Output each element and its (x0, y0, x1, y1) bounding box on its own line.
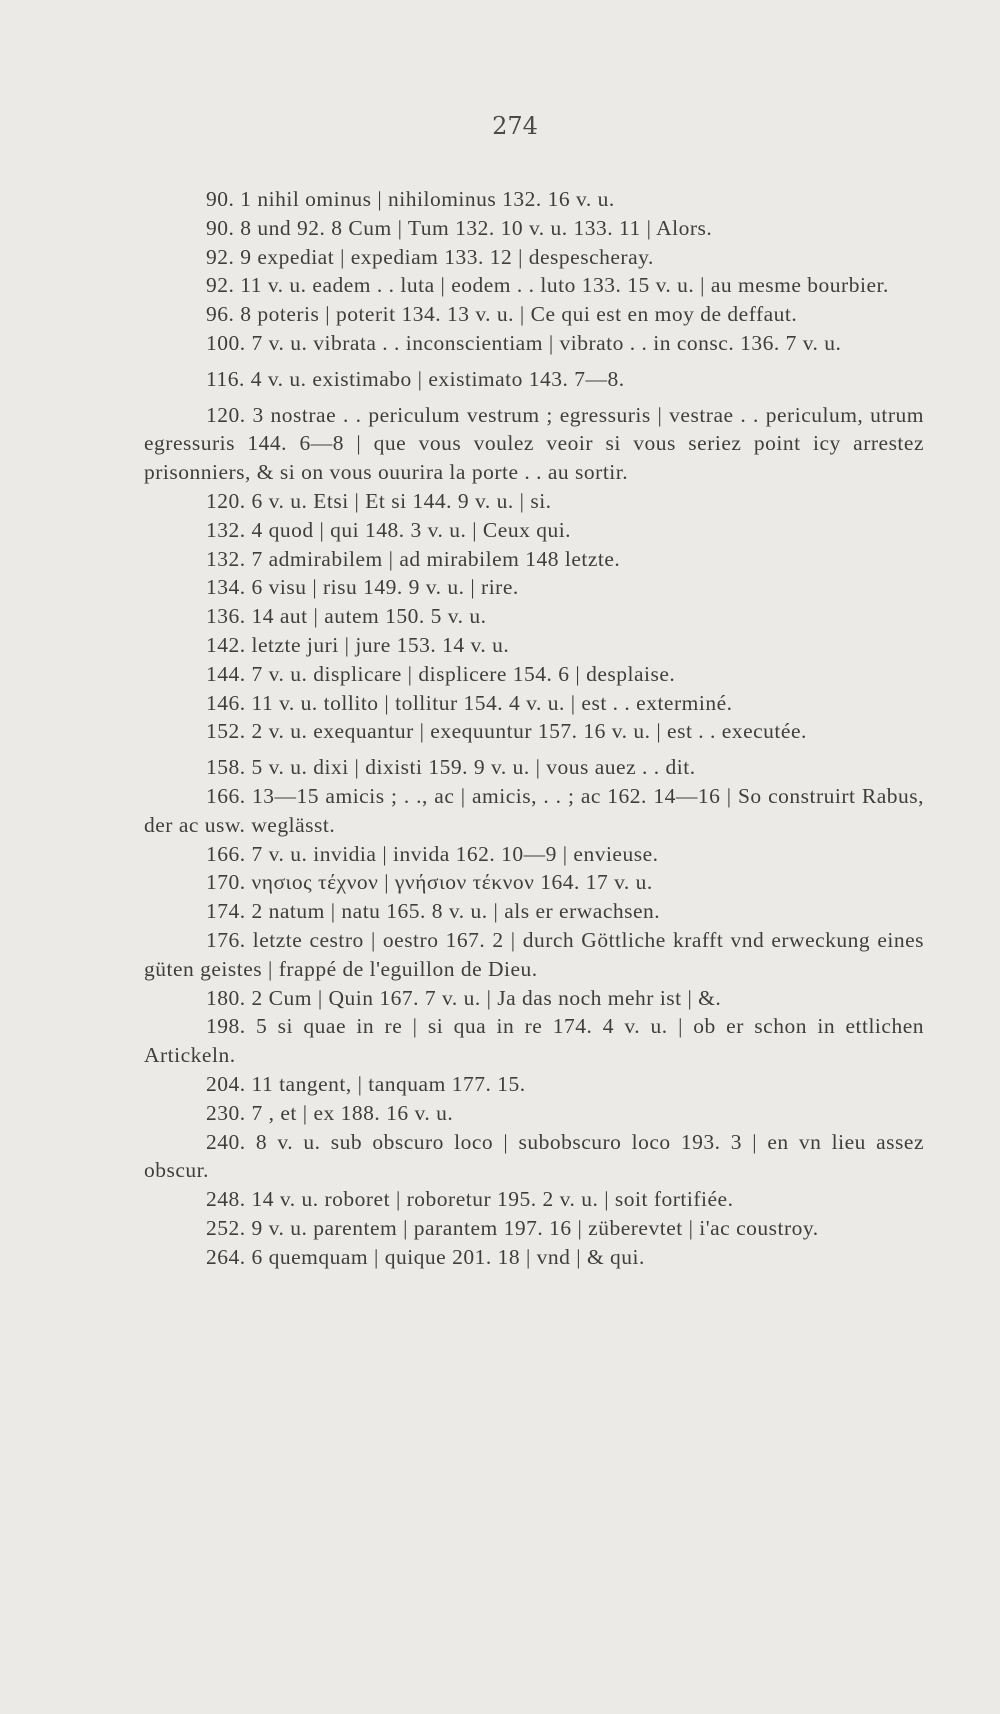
errata-entry: 90. 1 nihil ominus | nihilominus 132. 16 v. u. (206, 187, 615, 211)
errata-entry: 134. 6 visu | risu 149. 9 v. u. | rire. (206, 575, 519, 600)
errata-entry: 240. 8 v. u. sub obscuro loco | subobscuro loco 193. 3 | en vn lieu assez obscur. (144, 1129, 924, 1183)
errata-entry: 144. 7 v. u. displicare | displicere 154. 6 | desplaise. (206, 661, 676, 686)
errata-entry: 248. 14 v. u. roboret | roboretur 195. 2 v. u. | soit fortifiée. (206, 1187, 734, 1212)
errata-entry: 170. νησιος τέχνον | γνήσιον τέκνον 164. 17 v. u. (206, 870, 653, 895)
errata-entry: 100. 7 v. u. vibrata . . inconscientiam | vibrato . . in consc. 136. 7 v. u. (206, 330, 842, 355)
errata-list (144, 185, 924, 1271)
errata-entry: 90. 8 und 92. 8 Cum | Tum 132. 10 v. u. 133. 11 | Alors. (206, 215, 713, 240)
errata-entry: 252. 9 v. u. parentem | parantem 197. 16 | züberevtet | i'ac coustroy. (206, 1215, 819, 1240)
errata-entry: 120. 6 v. u. Etsi | Et si 144. 9 v. u. | si. (206, 488, 552, 513)
errata-entry: 142. letzte juri | jure 153. 14 v. u. (206, 632, 510, 657)
errata-entry: 158. 5 v. u. dixi | dixisti 159. 9 v. u. | vous auez . . dit. (206, 755, 696, 780)
errata-entry: 92. 9 expediat | expediam 133. 12 | despescheray. (206, 244, 654, 269)
errata-entry: 132. 7 admirabilem | ad mirabilem 148 letzte. (206, 546, 621, 571)
errata-entry: 230. 7 , et | ex 188. 16 v. u. (206, 1100, 454, 1125)
errata-entry: 204. 11 tangent, | tanquam 177. 15. (206, 1071, 526, 1096)
errata-entry: 174. 2 natum | natu 165. 8 v. u. | als er erwachsen. (206, 899, 661, 924)
errata-entry: 92. 11 v. u. eadem . . luta | eodem . . luto 133. 15 v. u. | au mesme bourbier. (206, 273, 889, 298)
errata-entry: 264. 6 quemquam | quique 201. 18 | vnd | & qui. (206, 1244, 645, 1269)
errata-entry: 176. letzte cestro | oestro 167. 2 | durch Göttliche krafft vnd erweckung eines güten geistes | frappé de l'eguillon de Dieu. (144, 927, 924, 981)
errata-entry: 180. 2 Cum | Quin 167. 7 v. u. | Ja das noch mehr ist | &. (206, 985, 722, 1010)
errata-entry: 166. 13—15 amicis ; . ., ac | amicis, . . ; ac 162. 14—16 | So construirt Rabus, der ac usw. weglässt. (144, 783, 924, 837)
errata-entry: 132. 4 quod | qui 148. 3 v. u. | Ceux qui. (206, 517, 572, 542)
errata-entry: 146. 11 v. u. tollito | tollitur 154. 4 v. u. | est . . exterminé. (206, 690, 733, 715)
errata-entry: 96. 8 poteris | poterit 134. 13 v. u. | Ce qui est en moy de deffaut. (206, 302, 798, 327)
errata-entry: 198. 5 si quae in re | si qua in re 174. 4 v. u. | ob er schon in ettlichen Artickeln. (144, 1014, 924, 1068)
errata-entry: 120. 3 nostrae . . periculum vestrum ; egressuris | vestrae . . periculum, utrum egressuris 144. 6—8 | que vous voulez veoir si vous seriez point icy arrestez prisonniers, & si on vous ouurira la porte . . au sortir. (144, 402, 924, 485)
errata-entry: 136. 14 aut | autem 150. 5 v. u. (206, 604, 487, 629)
errata-entry: 166. 7 v. u. invidia | invida 162. 10—9 | envieuse. (206, 841, 659, 866)
errata-entry: 152. 2 v. u. exequantur | exequuntur 157. 16 v. u. | est . . executée. (206, 719, 807, 744)
errata-entry: 116. 4 v. u. existimabo | existimato 143. 7—8. (206, 366, 625, 391)
page-number: 274 (492, 112, 538, 140)
